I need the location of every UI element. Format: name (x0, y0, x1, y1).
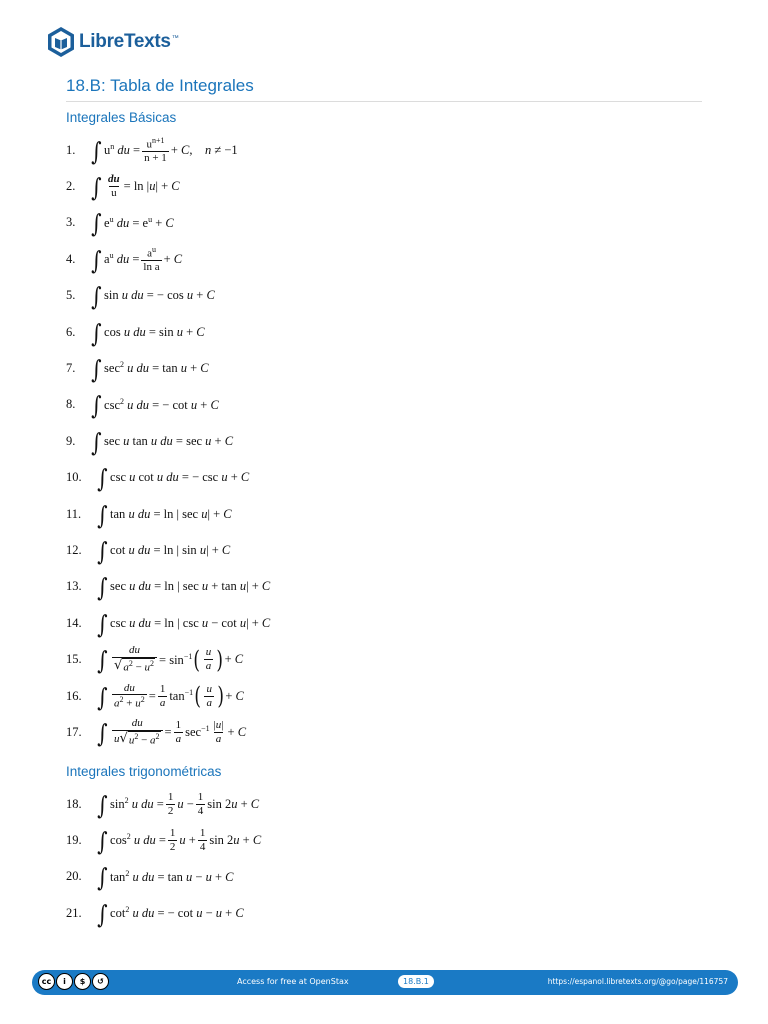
logo-text: LibreTexts (79, 31, 171, 52)
cc-icon: cc (38, 973, 55, 990)
math-text: = $\sin^{-1}$ (159, 651, 193, 667)
integral-sign: ∫ (97, 718, 108, 748)
formula-number: 1. (66, 142, 76, 157)
parenthesis: ) (217, 682, 224, 710)
formula-expression (96, 826, 262, 856)
math-text: + C (163, 251, 183, 266)
numerator: du (108, 173, 120, 186)
denominator: a (175, 732, 182, 745)
formula-expression (90, 391, 219, 421)
numerator: $a^u$ (147, 244, 156, 260)
formula-expression (90, 354, 209, 384)
integral-sign: ∫ (91, 318, 102, 348)
numerator: du (123, 681, 135, 694)
math-text: csc u cot u du = − csc u + C (110, 470, 250, 485)
math-text: + C (225, 688, 244, 703)
formula-number: 17. (66, 724, 82, 739)
math-text: = (164, 724, 172, 739)
formula-item (66, 859, 233, 895)
integral-sign: ∫ (97, 646, 108, 676)
math-text: $\tan^2 u$ du = tan u − u + C (110, 868, 234, 884)
page-number-badge: 18.B.1 (398, 975, 434, 988)
formula-expression (90, 318, 205, 348)
formula-number: 7. (66, 360, 76, 375)
integral-sign: ∫ (91, 172, 102, 202)
denominator: a (159, 696, 166, 709)
integral-sign: ∫ (97, 500, 108, 530)
denominator: a (215, 732, 222, 745)
fraction (168, 827, 178, 853)
formula-item (66, 205, 174, 241)
denominator: √ $a^2 - u^2$ (112, 657, 157, 675)
formula-expression (96, 682, 244, 711)
denominator: ln a (143, 261, 160, 274)
math-text: = ln |u| + C (123, 178, 180, 193)
section-heading: Integrales trigonométricas (66, 764, 222, 779)
libretexts-logo-icon (46, 26, 76, 58)
math-text: + C (227, 724, 247, 739)
formula-expression (96, 644, 243, 674)
footer-url[interactable]: https://espanol.libretexts.org/@go/page/116757 (547, 977, 728, 986)
formula-expression (90, 427, 234, 457)
numerator: u (206, 682, 212, 695)
math-text: $\tan^{-1}$ (169, 687, 194, 704)
integral-sign: ∫ (91, 136, 102, 166)
numerator: 1 (175, 719, 182, 732)
numerator: u (205, 646, 212, 659)
formula-number: 5. (66, 288, 76, 303)
integral-sign: ∫ (91, 354, 102, 384)
formula-number: 13. (66, 579, 82, 594)
math-text: tan u du = ln | sec u| + C (110, 506, 232, 521)
formula-expression (90, 209, 174, 239)
formula-item (66, 822, 261, 858)
math-text: sin u du = − cos u + C (104, 288, 215, 303)
formula-number: 9. (66, 433, 76, 448)
math-text: $a^u$ du = (104, 251, 140, 267)
formula-number: 15. (66, 652, 82, 667)
numerator: 1 (169, 827, 176, 840)
formula-item (66, 168, 180, 204)
formula-item (66, 278, 215, 314)
fraction (158, 683, 168, 709)
integral-sign: ∫ (91, 427, 102, 457)
fraction (112, 717, 163, 747)
formula-number: 8. (66, 397, 76, 412)
formula-number: 2. (66, 178, 76, 193)
math-text: sin 2u + C (207, 796, 260, 811)
math-text: csc u du = ln | csc u − cot u| + C (110, 615, 271, 630)
fraction (204, 683, 214, 709)
math-text: cot u du = ln | sin u| + C (110, 542, 231, 557)
math-text: u − (177, 796, 194, 811)
footer-access-text[interactable]: Access for free at OpenStax (237, 977, 349, 986)
formula-item (66, 569, 270, 605)
formula-expression (96, 899, 244, 929)
integral-sign: ∫ (97, 464, 108, 494)
integral-sign: ∫ (97, 682, 108, 712)
formula-item (66, 132, 238, 168)
logo-trademark: ™ (171, 34, 179, 42)
formula-expression (96, 464, 250, 494)
fraction (106, 173, 122, 199)
denominator: 2 (169, 840, 176, 853)
formula-number: 6. (66, 324, 76, 339)
formula-item (66, 714, 246, 750)
formula-expression (90, 172, 180, 202)
denominator: 4 (197, 804, 204, 817)
fraction (198, 827, 208, 853)
formula-item (66, 642, 243, 678)
parenthesis: ) (216, 645, 224, 674)
numerator: 1 (199, 827, 206, 840)
math-text: u + (179, 832, 196, 847)
formula-number: 12. (66, 542, 82, 557)
sa-icon: ↺ (92, 973, 109, 990)
fraction (112, 682, 147, 711)
denominator: u (111, 186, 117, 199)
numerator: 1 (197, 790, 204, 803)
math-text: cos u du = sin u + C (104, 324, 205, 339)
numerator: |u| (213, 719, 224, 732)
integral-sign: ∫ (97, 826, 108, 856)
math-text: + C, n ≠ −1 (170, 142, 238, 157)
fraction (196, 791, 206, 817)
formula-expression (96, 863, 234, 893)
integral-sign: ∫ (91, 209, 102, 239)
numerator: 1 (159, 682, 166, 695)
formula-number: 21. (66, 905, 82, 920)
fraction (142, 136, 169, 165)
formula-item (66, 678, 244, 714)
formula-number: 20. (66, 869, 82, 884)
math-text: $\cos^2 u$ du = (110, 832, 166, 848)
fraction (212, 719, 226, 745)
section-heading: Integrales Básicas (66, 110, 177, 125)
numerator: du (131, 717, 143, 730)
formula-number: 14. (66, 615, 82, 630)
integral-sign: ∫ (97, 790, 108, 820)
math-text: $\cot^2 u$ du = − cot u − u + C (110, 905, 244, 921)
integral-sign: ∫ (97, 573, 108, 603)
formula-item (66, 387, 219, 423)
denominator: n + 1 (144, 151, 167, 164)
formula-item (66, 605, 270, 641)
formula-expression (90, 282, 215, 312)
math-text: = (148, 688, 156, 703)
integral-sign: ∫ (91, 282, 102, 312)
formula-item (66, 350, 209, 386)
formula-expression (96, 536, 231, 566)
formula-expression (90, 245, 182, 274)
formula-expression (96, 717, 246, 747)
formula-number: 10. (66, 470, 82, 485)
fraction (166, 791, 176, 817)
math-text: $\sec^2 u$ du = tan u + C (104, 360, 209, 376)
denominator: 2 (167, 804, 174, 817)
formula-item (66, 314, 205, 350)
formula-expression (96, 790, 260, 820)
page-title: 18.B: Tabla de Integrales (66, 76, 702, 102)
libretexts-logo[interactable] (46, 26, 179, 58)
fraction (141, 245, 161, 274)
integral-sign: ∫ (91, 245, 102, 275)
denominator: u √ $u^2 - a^2$ (112, 730, 163, 748)
denominator: a (205, 660, 212, 673)
math-text: $\sec^{-1}$ (185, 724, 210, 740)
numerator: du (129, 644, 141, 657)
math-text: sin 2u + C (209, 832, 262, 847)
formula-expression (96, 500, 232, 530)
math-text: $\csc^2 u$ du = − cot u + C (104, 396, 219, 412)
fraction (204, 646, 214, 672)
math-text: sec u tan u du = sec u + C (104, 433, 234, 448)
formula-number: 11. (66, 506, 82, 521)
integral-sign: ∫ (97, 609, 108, 639)
numerator: $u^{n+1}$ (146, 135, 165, 151)
by-icon: i (56, 973, 73, 990)
footer-bar (32, 970, 738, 995)
integral-sign: ∫ (97, 863, 108, 893)
integral-sign: ∫ (91, 391, 102, 421)
formula-number: 19. (66, 832, 82, 847)
numerator: 1 (167, 790, 174, 803)
formula-number: 18. (66, 796, 82, 811)
nc-icon: $ (74, 973, 91, 990)
fraction (174, 719, 184, 745)
denominator: $a^2 + u^2$ (114, 695, 145, 710)
fraction (112, 644, 157, 674)
denominator: 4 (199, 840, 206, 853)
formula-item (66, 532, 230, 568)
math-text: $u^n$ du = (104, 141, 141, 158)
license-icons[interactable] (38, 973, 109, 990)
formula-item (66, 460, 249, 496)
formula-number: 4. (66, 251, 76, 266)
parenthesis: ( (194, 682, 202, 710)
formula-item (66, 786, 259, 822)
formula-item (66, 496, 232, 532)
formula-item (66, 895, 244, 931)
formula-expression (96, 573, 271, 603)
formula-expression (96, 609, 271, 639)
math-text: $e^u$ du = $e^u + C$ (104, 214, 174, 230)
integral-sign: ∫ (97, 536, 108, 566)
formula-number: 3. (66, 215, 76, 230)
denominator: a (206, 696, 212, 709)
formula-item (66, 241, 182, 277)
parenthesis: ( (193, 645, 201, 674)
math-text: sec u du = ln | sec u + tan u| + C (110, 579, 271, 594)
integral-sign: ∫ (97, 899, 108, 929)
formula-number: 16. (66, 688, 82, 703)
formula-item (66, 423, 233, 459)
math-text: + C (224, 652, 244, 667)
math-text: $\sin^2 u$ du = (110, 795, 164, 812)
formula-expression (90, 136, 238, 165)
